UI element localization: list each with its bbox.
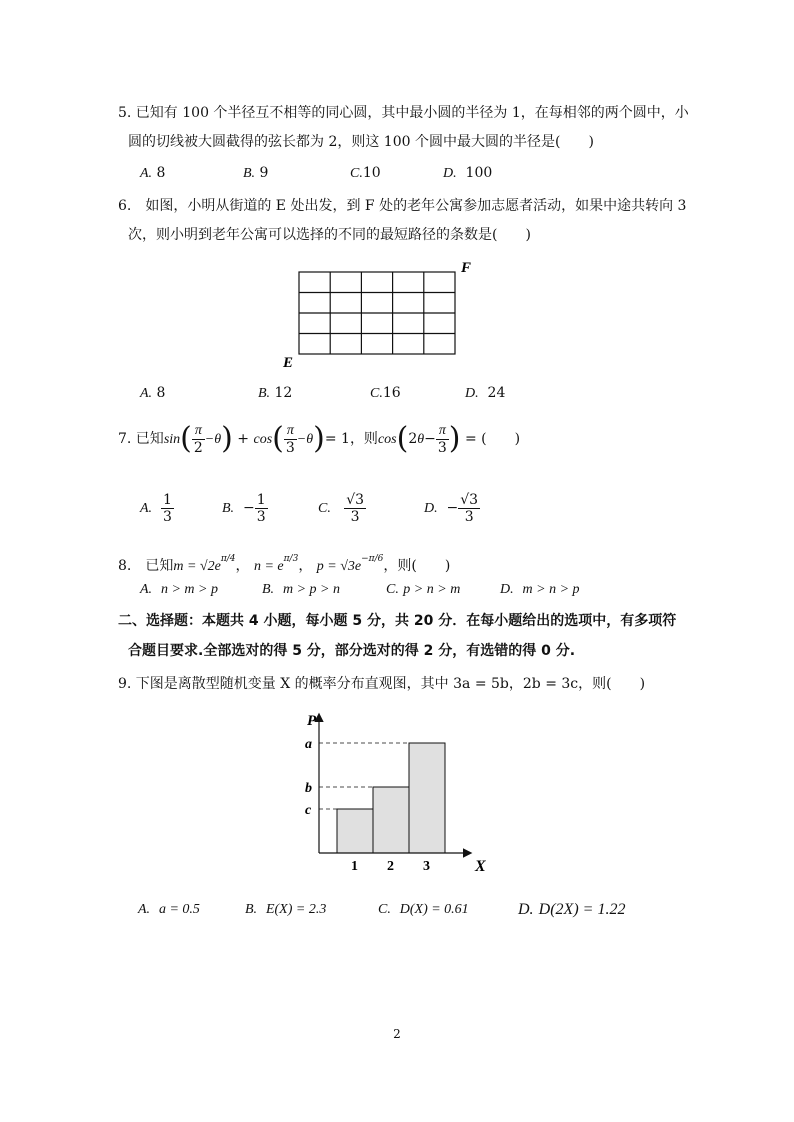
- q5-option-a[interactable]: A. 8: [140, 165, 166, 181]
- x-axis-label: X: [475, 858, 486, 875]
- q6-line-2: 次，则小明到老年公寓可以选择的不同的最短路径的条数是( ): [128, 227, 531, 243]
- q8-option-a[interactable]: A. n > m > p: [140, 582, 218, 597]
- street-grid: [299, 272, 455, 354]
- grid-label-f: F: [461, 260, 472, 276]
- q8-option-d[interactable]: D. m > n > p: [500, 582, 580, 597]
- q9-statement: 9. 下图是离散型随机变量 X 的概率分布直观图，其中 3a = 5b，2b = 3c，则( ): [118, 676, 646, 692]
- x-tick-label-1: 1: [351, 859, 358, 874]
- bar-1: [337, 809, 373, 853]
- x-tick-label-3: 3: [423, 859, 430, 874]
- page-number: 2: [393, 1027, 401, 1041]
- y-tick-label-a: a: [305, 737, 312, 752]
- q9-option-b[interactable]: B. E(X) = 2.3: [245, 902, 327, 917]
- q9-option-d[interactable]: D. D(2X) = 1.22: [518, 901, 626, 918]
- q7-option-d[interactable]: D. − $\frac{√3}{3}$: [424, 491, 479, 525]
- bar-3: [409, 743, 445, 853]
- x-tick-label-2: 2: [387, 859, 394, 874]
- q6-option-b[interactable]: B. 12: [258, 385, 293, 401]
- bar-2: [373, 787, 409, 853]
- grid-label-e: E: [283, 355, 294, 371]
- q8-statement: 8. 已知$m = √2e^{\pi/4}$， $n = e^{\pi/3}$， $p = √3e^{-\pi/6}$，则( ): [118, 554, 451, 574]
- q6-option-c[interactable]: C.16: [370, 385, 401, 401]
- y-axis-label: P: [307, 713, 317, 729]
- q6-line-1: 6. 如图，小明从街道的 E 处出发，到 F 处的老年公寓参加志愿者活动，如果中途共转向 3: [118, 198, 687, 214]
- q9-option-a[interactable]: A. a = 0.5: [138, 902, 200, 917]
- q7-option-a[interactable]: A. $\frac{1}{3}$: [140, 491, 172, 525]
- q9-option-c[interactable]: C. D(X) = 0.61: [378, 902, 469, 917]
- q7-statement: 7. 已知sin( $\frac{\pi}{2}$ −θ) + cos( $\frac{\pi}{3}$ −θ)= 1，则cos(2θ− $\frac{\pi}{3}$ ) = ( ): [118, 421, 521, 456]
- section-2-heading-line-1: 二、选择题：本题共 4 小题，每小题 5 分，共 20 分．在每小题给出的选项中，有多项符: [118, 613, 677, 629]
- q7-option-b[interactable]: B. − $\frac{1}{3}$: [222, 491, 266, 525]
- q5-line-1: 5. 已知有 100 个半径互不相等的同心圆，其中最小圆的半径为 1，在每相邻的两个圆中，小: [118, 105, 689, 121]
- q5-line-2: 圆的切线被大圆截得的弦长都为 2，则这 100 个圆中最大圆的半径是( ): [128, 134, 594, 150]
- q5-option-d[interactable]: D. 100: [443, 165, 493, 181]
- q5-option-b[interactable]: B. 9: [243, 165, 269, 181]
- y-tick-label-b: b: [305, 781, 312, 796]
- q6-option-a[interactable]: A. 8: [140, 385, 166, 401]
- street-grid-figure: [275, 256, 485, 371]
- probability-distribution-chart: [295, 705, 500, 880]
- q8-option-c[interactable]: C. p > n > m: [386, 582, 461, 597]
- q8-option-b[interactable]: B. m > p > n: [262, 582, 340, 597]
- y-tick-label-c: c: [305, 803, 312, 818]
- q6-option-d[interactable]: D. 24: [465, 385, 506, 401]
- bars-layer: [337, 743, 445, 853]
- section-2-heading-line-2: 合题目要求.全部选对的得 5 分，部分选对的得 2 分，有选错的得 0 分.: [128, 643, 576, 659]
- q5-option-c[interactable]: C.10: [350, 165, 381, 181]
- q7-option-c[interactable]: C. $\frac{√3}{3}$: [318, 491, 365, 525]
